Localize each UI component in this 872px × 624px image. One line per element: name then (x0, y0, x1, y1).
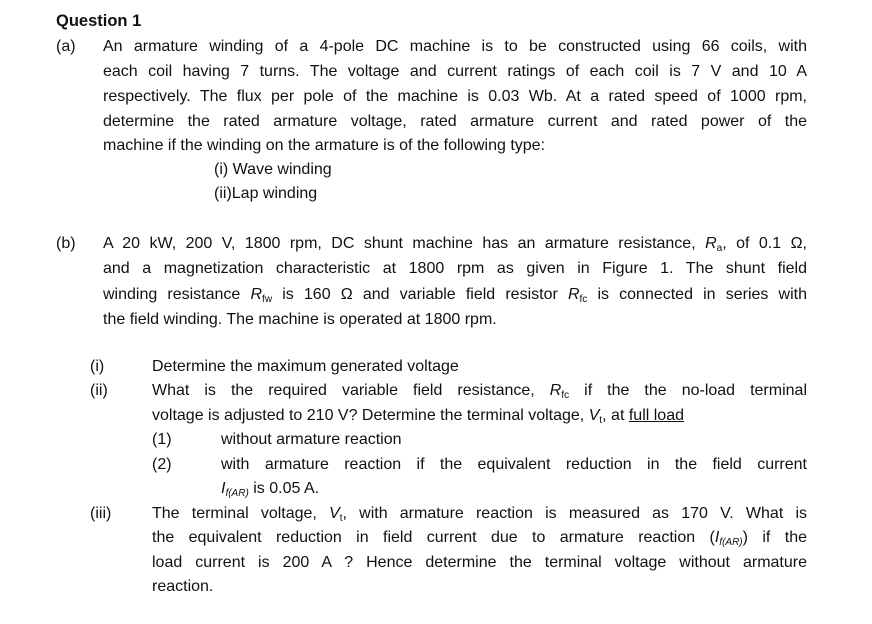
item-ii-text (152, 406, 684, 426)
math-symbol: R (705, 235, 717, 252)
subscript: fc (579, 294, 588, 305)
text-segment: , at (602, 407, 629, 424)
option-wave-winding: (i) Wave winding (214, 161, 332, 178)
sub-item-2-text (221, 455, 807, 475)
subscript: t (339, 513, 343, 524)
part-b-line (103, 259, 807, 279)
text-segment: An armature winding of a 4-pole DC machine is to be constructed using 66 coils, with (103, 38, 807, 55)
text-segment: A 20 kW, 200 V, 1800 rpm, DC shunt machine has an armature resistance, (103, 235, 706, 252)
text-segment: What is the required variable field resistance, (152, 382, 550, 399)
text-segment: The terminal voltage, (152, 505, 330, 522)
part-b-line (103, 310, 497, 330)
part-a-line (103, 37, 807, 57)
part-b-line (103, 234, 807, 254)
text-segment: and a magnetization characteristic at 1800 rpm as given in Figure 1. The shunt field (103, 260, 807, 277)
part-a-line (103, 62, 807, 82)
text-segment: is connected in series with (587, 286, 808, 303)
text-segment: if the the no-load terminal (569, 382, 807, 399)
text-segment: winding resistance (103, 286, 251, 303)
question-title: Question 1 (56, 12, 142, 30)
item-iii-text (152, 504, 807, 524)
math-symbol: R (549, 382, 562, 399)
text-segment: reaction. (152, 578, 214, 595)
part-a-line (103, 87, 807, 107)
item-iii-text (152, 553, 807, 573)
sub-item-2-text (221, 479, 319, 499)
sub-item-1-label: (1) (152, 431, 172, 448)
subscript: f(AR) (225, 488, 249, 499)
text-segment: Determine the maximum generated voltage (152, 358, 459, 375)
math-symbol: I (221, 480, 226, 497)
text-segment: , with armature reaction is measured as 170 V. What is (342, 505, 807, 522)
subscript: fc (561, 390, 570, 401)
math-symbol: R (567, 286, 580, 303)
text-segment: respectively. The flux per pole of the machine is 0.03 Wb. At a rated speed of 1000 rpm, (103, 88, 807, 105)
text-segment: , of 0.1 Ω, (722, 235, 807, 252)
text-segment: voltage is adjusted to 210 V? Determine the terminal voltage, (152, 407, 589, 424)
part-b-line (103, 285, 807, 305)
subscript: f(AR) (719, 537, 743, 548)
part-a-label: (a) (56, 38, 76, 55)
sub-item-1-text (221, 430, 402, 450)
text-segment: determine the rated armature voltage, rated armature current and rated power of the (103, 113, 807, 130)
text-segment: is 160 Ω and variable field resistor (272, 286, 568, 303)
math-symbol: R (250, 286, 263, 303)
text-segment: ) if the (742, 529, 807, 546)
text-segment: load current is 200 A ? Hence determine the terminal voltage without armature (152, 554, 807, 571)
text-segment: is 0.05 A. (248, 480, 320, 497)
text-segment: the equivalent reduction in field current due to armature reaction ( (152, 529, 715, 546)
item-iii-text (152, 528, 807, 548)
text-segment: the field winding. The machine is operated at 1800 rpm. (103, 311, 497, 328)
part-a-line (103, 112, 807, 132)
text-segment: without armature reaction (221, 431, 402, 448)
underlined-text: full load (628, 407, 684, 424)
item-ii-label: (ii) (90, 382, 108, 399)
item-ii-text (152, 381, 807, 401)
option-lap-winding: (ii)Lap winding (214, 185, 318, 202)
subscript: t (599, 415, 603, 426)
item-i-text (152, 357, 459, 377)
math-symbol: I (714, 529, 720, 546)
item-iii-label: (iii) (90, 505, 112, 522)
math-symbol: V (588, 407, 600, 424)
text-segment: each coil having 7 turns. The voltage and current ratings of each coil is 7 V and 10 A (103, 63, 807, 80)
math-symbol: V (329, 505, 340, 522)
subscript: fw (262, 294, 273, 305)
part-b-label: (b) (56, 235, 76, 252)
item-iii-text (152, 577, 213, 597)
sub-item-2-label: (2) (152, 456, 172, 473)
text-segment: with armature reaction if the equivalent reduction in the field current (221, 456, 807, 473)
part-a-line (103, 136, 545, 156)
item-i-label: (i) (90, 358, 105, 375)
subscript: a (716, 243, 723, 254)
text-segment: machine if the winding on the armature is of the following type: (103, 137, 546, 154)
